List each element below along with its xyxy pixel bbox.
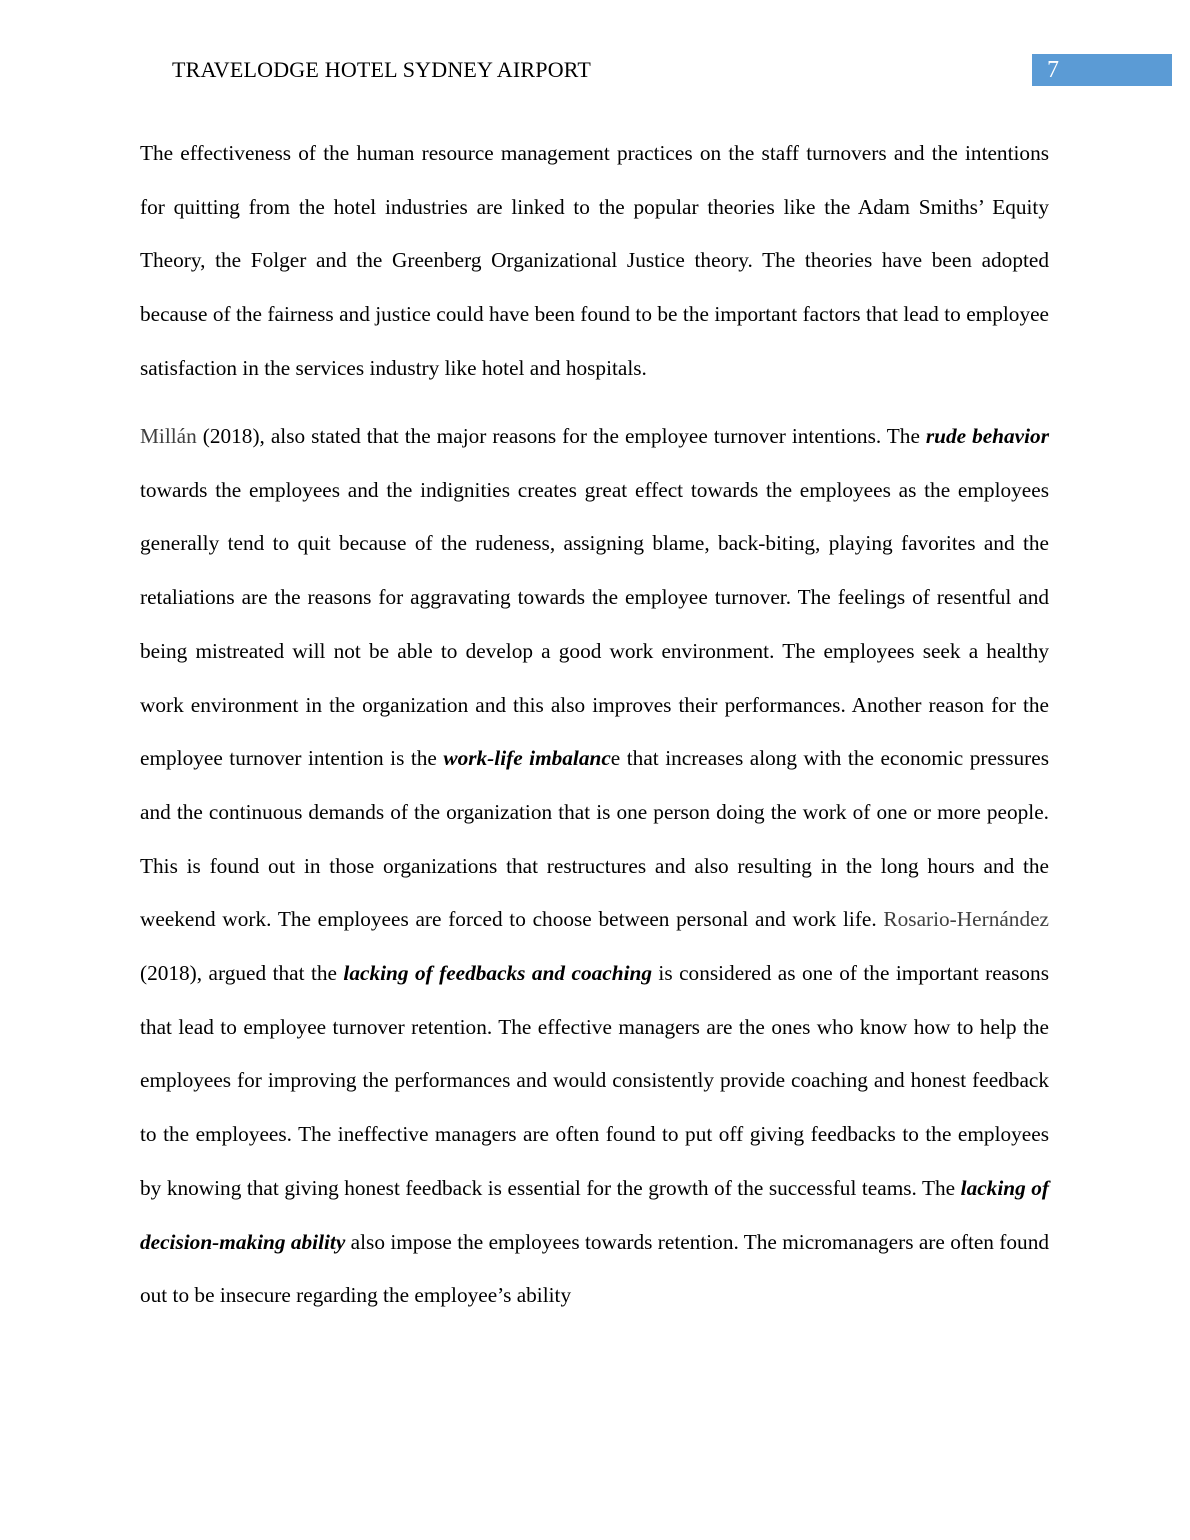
- paragraph-text: e that increases along with the economic pressures and the continuous demands of the organization that is one person doing the work of one or more people. This is found out in those organizations that restructures and also resulting in the long hours and the weekend work. The employees are forced to choose between personal and work life.: [140, 746, 1049, 932]
- emphasis-work-life-imbalance: work-life imbalanc: [443, 746, 611, 771]
- paragraph-text: also impose the employees towards retention. The micromanagers are often found out to be insecure regarding the employee’s ability: [140, 1229, 1049, 1308]
- emphasis-rude-behavior: rude behavior: [925, 424, 1049, 448]
- paragraph-text: (2018), argued that the: [140, 961, 344, 986]
- running-head-title: TRAVELODGE HOTEL SYDNEY AIRPORT: [172, 57, 592, 82]
- citation-millan: Millán: [140, 424, 197, 448]
- emphasis-lacking-decision-making: lacking of decision-making ability: [140, 1175, 1049, 1254]
- body-paragraph-1: The effectiveness of the human resource management practices on the staff turnovers and the intentions for quitting from the hotel industries are linked to the popular theories like the Adam Smiths’ Equity Theory, the Folger and the Greenberg Organizational Justice theory. The theories have been adopted because of the fairness and justice could have been found to be the important factors that lead to employee satisfaction in the services industry like hotel and hospitals.: [140, 141, 1049, 380]
- paragraph-text: towards the employees and the indignities creates great effect towards the employees as the employees generally tend to quit because of the rudeness, assigning blame, back-biting, playing favorites and the retaliations are the reasons for aggravating towards the employee turnover. The feelings of resentful and being mistreated will not be able to develop a good work environment. The employees seek a healthy work environment in the organization and this also improves their performances. Another reason for the employee turnover intention is the: [140, 477, 1049, 771]
- paragraph-text: (2018), also stated that the major reasons for the employee turnover intentions. The: [196, 424, 926, 448]
- page-number: 7: [1032, 54, 1172, 86]
- citation-rosario-hernandez: Rosario-Hernández: [883, 907, 1049, 932]
- emphasis-lacking-feedbacks: lacking of feedbacks and coaching: [343, 961, 652, 986]
- body-paragraph-2: [140, 410, 1049, 1323]
- paragraph-text: is considered as one of the important reasons that lead to employee turnover retention. The effective managers are the ones who know how to help the employees for improving the performances and would consistently provide coaching and honest feedback to the employees. The ineffective managers are often found to put off giving feedbacks to the employees by knowing that giving honest feedback is essential for the growth of the successful teams. The: [140, 961, 1049, 1200]
